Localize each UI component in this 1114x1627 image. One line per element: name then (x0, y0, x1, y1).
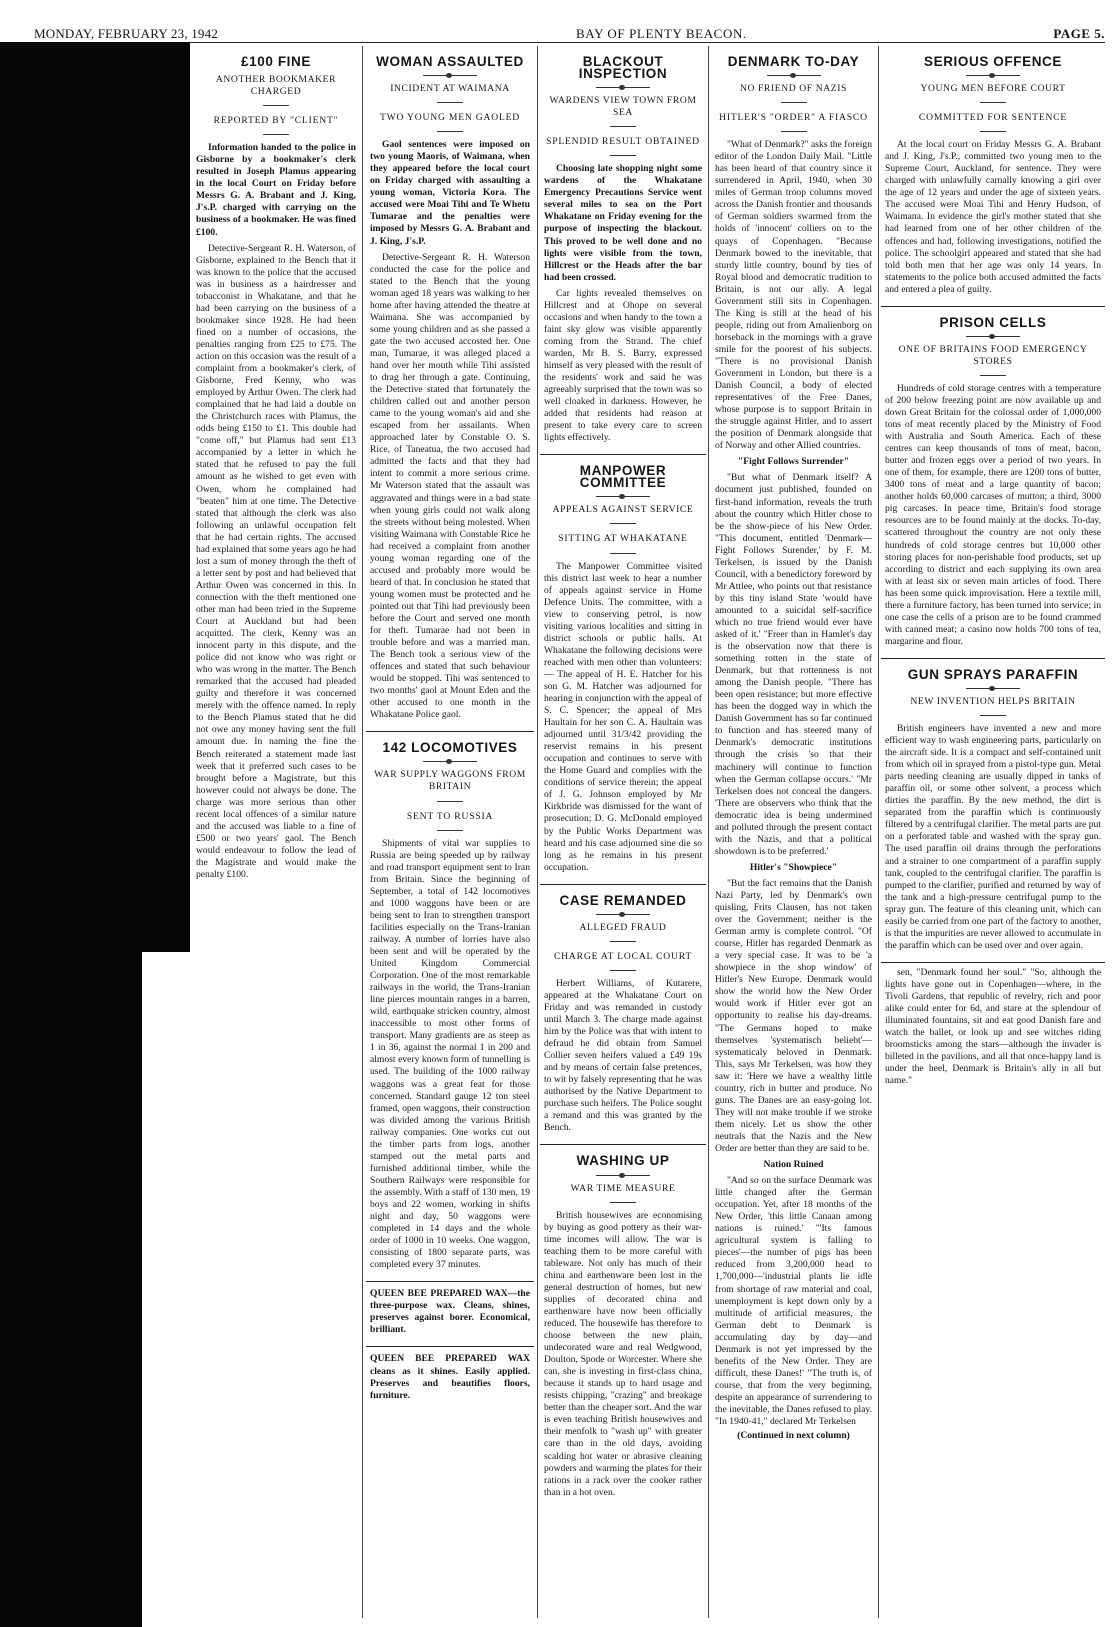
article-body: "What of Denmark?" asks the foreign editor of the London Daily Mail. "Little has been heard of that country since it surrendered in April, 1940, when 30 miles of German troop columns moved across the Danish frontier and thousands of German soldiers swarmed from the holds of 'innocent' colliers on to the quays of Copenhagen. "Because Denmark bowed to the inevitable, that sturdy little country, bound by ties of Royal blood and democratic tradition to Britain, is not our ally. A legal Government still sits in Copenhagen. The King is still at the head of his people, riding out from Amalienborg on horseback in the mornings with a grave smile for the poorest of his subjects. "There is no provisional Danish Government in London, but there is a Danish Council, a body of elected representatives of the Free Danes, whose purpose is to support Britain in the struggle against Hitler, and to assert the position of Denmark alongside that of Norway and other Allied countries. (715, 139, 872, 452)
issue-date: MONDAY, FEBRUARY 23, 1942 (34, 26, 219, 41)
section-rule (540, 454, 706, 455)
divider (966, 336, 1020, 337)
divider (781, 131, 807, 132)
deck: HITLER'S "ORDER" A FIASCO (719, 112, 868, 124)
divider (610, 1202, 636, 1203)
page-number: PAGE 5. (1053, 26, 1105, 41)
section-rule (881, 658, 1105, 659)
deck: SITTING AT WHAKATANE (558, 533, 688, 545)
subheadline: NEW INVENTION HELPS BRITAIN (910, 695, 1076, 707)
subheadline: WAR SUPPLY WAGGONS FROM BRITAIN (374, 769, 526, 793)
divider (596, 914, 650, 915)
divider (980, 102, 1006, 103)
masthead (30, 24, 1105, 43)
article-lead: Choosing late shopping night some wardens of the Whakatane Emergency Precautions Service went several miles to sea on the Port Whakatane on Friday evening for the purpose of inspecting the blackout. This proved to be well done and no lights were visible from the town, Hillcrest or the Heads after the bar had been crossed. (544, 163, 702, 283)
section-rule (881, 306, 1105, 307)
column-rule (362, 46, 363, 1618)
column-1 (192, 46, 360, 956)
headline: WASHING UP (576, 1153, 670, 1169)
crosshead: Hitler's "Showpiece" (749, 861, 838, 873)
divider (263, 105, 289, 106)
article-body: Detective-Sergeant R. H. Waterson conducted the case for the police and stated to the Bench that the young woman aged 18 years was walking to her home after having attended the theatre at Waimana. She was accompanied by some young children and as she passed a gate the two accused accosted her. One man, Tumarae, it was alleged placed a hand over her mouth while Tihi assisted to drag her through a gate. Continuing, the Detective stated that fortunately the children called out and another person came to the young woman's aid and she escaped from her assailants. When approached later by Constable O. S. Rice, of Taneatua, the two accused had admitted the facts and that they had intent to commit a more serious crime. Mr Waterson stated that the assault was aggravated and things were in a bad state when young girls could not walk along the streets without being molested. When visiting Waimana with Constable Rice he had received a complaint from another young woman regarding one of the accused and probably more would be heard of that. In conclusion he stated that young women must be protected and he pointed out that Tihi had previously been before the Court and served one month for theft. Tumarae had not been in trouble before and was a married man. The Bench took a serious view of the offences and stated that such behaviour would be stopped. Tihi was sentenced to two months' gaol at Mount Eden and the other accused to one month in the Whakatane Police gaol. (370, 251, 530, 721)
section-rule (366, 1281, 534, 1282)
divider (781, 102, 807, 103)
deck: CHARGE AT LOCAL COURT (553, 950, 693, 962)
article-body: Hundreds of cold storage centres with a temperature of 200 below freezing point are now available up and down Great Britain for the colossal order of 1,000,000 tons of meat recently placed by the Ministry of Food with Australia and South America. Each of these centres can keep thousands of tons of meat, bacon, butter and frozen eggs over a period of two years. In one of them, for example, there are 1200 tons of butter, 3400 tons of meat and a large quantity of bacon; another holds 60,000 carcases of mutton; a third, 3000 pig carcases. In peace time, Britain's food storage resources are to be found mainly at the docks. To-day, scattered throughout the country are not only these hundreds of cold storage centres but 10,000 other storing places for non-perishable food products, set up according to district and each supplying its own area with at least six or seven main articles of food. There has been some quick improvisation. Here a textile mill, there a furniture factory, has been turned into service; in one case the cells of a prison are to be found crammed with canned meat; a casino now holds 700 tons of tea, margarine and flour. (885, 382, 1101, 647)
subheadline: ONE OF BRITAINS FOOD EMERGENCY STORES (898, 343, 1088, 367)
headline: CASE REMANDED (559, 892, 687, 908)
divider (596, 87, 650, 88)
article-body: Detective-Sergeant R. H. Waterson, of Gisborne, explained to the Bench that it was known to the police that the accused was in business as a hairdresser and tobacconist in Whakatane, and that he had been carrying on the business of a bookmaker since 1928. He had been fined on a number of occasions, the penalties ranging from £25 to £75. The action on this occasion was the result of a complaint from a bookmaker's clerk, of Gisborne, Fred Kenny, who was employed by Arthur Owen. The clerk had complained that he had laid a double on the Christchurch races with Plamus, the odds being £150 to £1. This double had "come off," but Plamus had sent £13 accompanied by a letter in which he stated that he refused to pay the full amount as he wished to get even with Owen, whom he complained had "beaten" him at one time. The Detective stated that although the clerk was also following an unlawful occupation felt that he had certain rights. The accused had explained that some years ago he had lost a sum of money through the theft of a letter sent by post and had believed that Arthur Owen was concerned in this. In connection with the theft mentioned one other man had been tried in the Supreme Court at Auckland but had been acquitted. The clerk, Kenny was an innocent party in this dispute, and the police did not know who was right or who was wrong in the matter. The Bench remarked that the accused had pleaded guilty and therefore it was concerned merely with the offence named. In reply to the Bench Plamus stated that he did not owe any money having sent the full amount due. In naming the fine the Bench reiterated a statement made last week that it preferred such cases to be brought before a Magistrate, but this however could not always be done. The charge was more serious than other recent local offences of a similar nature and the accused was liable to a fine of £500 or two years' gaol. The Bench would endeavour to follow the lead of the Magistrate and would make the penalty £100. (196, 242, 356, 880)
subheadline: ALLEGED FRAUD (579, 921, 667, 933)
advertisement: QUEEN BEE PREPARED WAX—the three-purpose wax. Cleans, shines, preserves against borer. Economical, brilliant. (370, 1288, 530, 1336)
headline: 142 LOCOMOTIVES (382, 740, 518, 756)
deck: TWO YOUNG MEN GAOLED (379, 112, 521, 124)
subheadline: YOUNG MEN BEFORE COURT (920, 83, 1066, 95)
headline: SERIOUS OFFENCE (923, 54, 1062, 69)
article-body: "But what of Denmark itself? A document just published, founded on first-hand information, reveals the truth about the country which Hitler chose to be the show-piece of his New Order. "This document, entitled 'Denmark—Fight Follows Surender,' by F. M. Terkelsen, is issued by the Danish Council, with a benedictory foreword by Mr Attlee, who points out that resistance by this tiny island State 'would have amounted to a suicidal self-sacrifice which no true friend would ever have asked of it.' "Freer than in Hamlet's day is the observation now that there is something rotten in the state of Denmark, but that rottenness is not among the Danish people. "There has been open resistance; but more effective has been the dogged way in which the Danish Government has so far continued to function and has steered many of Denmark's democratic institutions through the crisis 'so that their machinery will continue to function when the German collapse occurs.' "Mr Terkelsen does not conceal the dangers. 'There are observers who think that the democratic idea is being undermined and polluted through the present contact with the Nazis, and that a political showdown is to be preferred.' (715, 472, 872, 857)
divider (437, 830, 463, 831)
column-rule (537, 46, 538, 1618)
subheadline: ANOTHER BOOKMAKER CHARGED (215, 74, 337, 98)
headline: WOMAN ASSAULTED (376, 54, 524, 69)
article-continuation: sen, "Denmark found her soul." "So, although the lights have gone out in Copenhagen—where, in the Tivoli Gardens, that republic of revelry, rich and poor alike could enter for 6d, and stare at the splendour of illuminated fountains, sit and eat good Danish fare and watch the ballet, or look up and see witches riding broomsticks among the stars—although the invader is billeted in the pavilions, and all that once-happy land is under the heel, Denmark is Britain's ally in all but name." (885, 966, 1101, 1087)
column-3 (540, 46, 706, 1618)
article-body: Car lights revealed themselves on Hillcrest and at Ohope on several occasions and when handy to the town a faint sky glow was visible apparently coming from the Strand. The chief warden, Mr B. S. Barry, expressed himself as very pleased with the result of the residents' work and said he was agreeably surprised that the town was so well cloaked in darkness. However, he added that residents had reason at present to take every care to screen lights effectively. (544, 287, 702, 444)
column-5 (881, 46, 1105, 1618)
divider (980, 715, 1006, 716)
article-body: British engineers have invented a new and more efficient way to wash engineering parts, particularly on the aircraft side. It is a compact and self-contained unit from which oil in sprayed from a pistol-type gun. Metal parts needing cleaning are usually dipped in tanks of paraffin oil, or some other solvent, a process which dirties the paraffin. By the new method, the dirt is separated from the paraffin which is continuously filtered by a centrifugal clarifier. The metal parts are put on a perforated table and washed with the spray gun. The used paraffin oil drains through the perforations and a strainer to one compartment of a paraffin supply tank, coupled to the centrifugal clarifier. The paraffin is pumped to the clarifier, purified and returned by way of the tank and a high-pressure centrifugal pump to the spray gun. The feature of this cleaning unit, which can easily be carried from one part of the factory to another, is that the impurities are never allowed to accumulate in the paraffin which can be used over and over again. (885, 723, 1101, 951)
column-rule (708, 46, 709, 1618)
continuation-note: (Continued in next column) (737, 1430, 850, 1442)
column-4 (711, 46, 876, 1618)
divider (437, 102, 463, 103)
headline: MANPOWER COMMITTEE (579, 463, 667, 491)
deck: SENT TO RUSSIA (406, 810, 494, 822)
divider (767, 75, 821, 76)
divider (610, 523, 636, 524)
divider (263, 134, 289, 135)
divider (423, 75, 477, 76)
divider (980, 131, 1006, 132)
divider (966, 688, 1020, 689)
blackout-scan-edge (0, 42, 190, 952)
newspaper-title: BAY OF PLENTY BEACON. (576, 26, 747, 41)
blackout-scan-edge-lower (0, 950, 142, 1627)
divider (596, 1175, 650, 1176)
advertisement: QUEEN BEE PREPARED WAX cleans as it shines. Easily applied. Preserves and beautifies floors, furniture. (370, 1353, 530, 1401)
divider (610, 553, 636, 554)
article-body: At the local court on Friday Messrs G. A. Brabant and J. King, J's.P., committed two young men to the Supreme Court, Auckland, for sentence. They were charged with unlawfully carnally knowing a girl over the age of 12 years and under the age of sixteen years. The accused were Moai Tihi and Henry Hudson, of Waimana. In evidence the girl's mother stated that she had learned from one of her other children of the offences and had, following investigations, notified the police. The schoolgirl appeared and stated that she had told both men that her age was only 14 years. In statements to the police both accused admitted the facts and entered a plea of guilty. (885, 139, 1101, 295)
section-rule (540, 884, 706, 885)
deck: SPLENDID RESULT OBTAINED (546, 136, 700, 148)
article-body: Shipments of vital war supplies to Russia are being speeded up by railway and road transport equipment sent to Iran from Britain. Since the beginning of September, a total of 142 locomotives and 1000 waggons have been or are being sent to Iran to strengthen transport facilities especially on the Trans-Iranian railway. A number of lorries have also been sent and will be operated by the United Kingdom Commercial Corporation. One of the most remarkable railways in the world, the Trans-Iranian line pierces mountain ranges in a barren, wild, earthquake stricken country, almost inaccessible to most other forms of transport. Many gradients are as steep as 1 in 36, against the normal 1 in 200 and almost every known form of tunnelling is used. The building of the 1000 railway waggons was a great feat for those concerned. Standard gauge 12 ton steel framed, open waggons, their construction was divided among the various British railway companies. One works cut out the timber parts from logs, another stamped out the metal parts and furnished additional timber, while the Southern Railways were responsible for the assembly. With a staff of 130 men, 19 boys and 22 women, working in shifts night and day, 50 waggons were completed in 14 days and the whole order of 1000 in 10 weeks. One waggon, consisting of 1800 separate parts, was completed every 37 minutes. (370, 837, 530, 1271)
crosshead: Nation Ruined (763, 1159, 824, 1171)
article-lead: Information handed to the police in Gisborne by a bookmaker's clerk resulted in Joseph Plamus appearing in the local Court on Friday before Messrs G. A. Brabant and J. King, J's.P. charged with carrying on the business of a bookmaker. He was fined £100. (196, 142, 356, 238)
divider (610, 941, 636, 942)
column-2 (366, 46, 534, 1618)
subheadline: INCIDENT AT WAIMANA (390, 83, 510, 95)
subheadline: WARDENS VIEW TOWN FROM SEA (549, 95, 697, 119)
headline: BLACKOUT INSPECTION (578, 54, 668, 82)
article-body: British housewives are economising by buying as good pottery as their war-time incomes will allow. The war is teaching them to be more careful with tableware. Not only has much of their china and earthenware been lost in the general destruction of homes, but new supplies of decorated china and earthenware have now been officially reduced. The housewife has therefore to choose between the new plain, undecorated ware and real Wedgwood, Doulton, Spode or Worcester. Where she can, she is investing in first-class china, because it stands up to hard usage and resists chipping, "crazing" and breakage better than the cheaper sort. And the war is even teaching British housewives and their menfolk to "wash up" with greater care than in the old days, avoiding scalding hot water or abrasive cleaning powders and warming the plates for their rations in a rack over the cooker rather than in a hot oven. (544, 1209, 702, 1498)
deck: COMMITTED FOR SENTENCE (918, 112, 1068, 124)
divider (423, 761, 477, 762)
headline: PRISON CELLS (939, 314, 1047, 330)
crosshead: "Fight Follows Surrender" (737, 456, 850, 468)
divider (980, 375, 1006, 376)
column-rule (878, 46, 879, 1618)
divider (610, 970, 636, 971)
divider (596, 496, 650, 497)
headline: GUN SPRAYS PARAFFIN (907, 666, 1079, 682)
section-rule (366, 1346, 534, 1347)
divider (966, 75, 1020, 76)
section-rule (881, 962, 1105, 963)
subheadline: APPEALS AGAINST SERVICE (552, 504, 694, 516)
subheadline: WAR TIME MEASURE (570, 1182, 676, 1194)
article-lead: Gaol sentences were imposed on two young Maoris, of Waimana, when they appeared before the local court on Friday charged with assaulting a young woman, Victoria Kora. The accused were Moai Tihi and Te Whetu Tumarae and the penalties were imposed by Messrs G. A. Brabant and J. King, J's.P. (370, 139, 530, 247)
headline: DENMARK TO-DAY (727, 54, 860, 69)
divider (437, 131, 463, 132)
article-body: The Manpower Committee visited this district last week to hear a number of appeals against service in Home Defence Units. The committee, with a view to conserving petrol, is now visiting various localities and sitting in district schools or public halls. At Whakatane the following decisions were reached with men other than volunteers:— The appeal of H. E. Hatcher for his son G. M. Hatcher was adjourned for hearing in conjunction with the appeal of S. C. Spencer; the appeal of Mrs Haultain for her son C. A. Haultain was adjourned until 31/3/42 providing the reservist remains in his present occupation and continues to serve with the Home Guard and complies with the conditions of service therein; the appeal of J. G. Johnson employed by Mr Kirkbride was dismissed for the want of prosecution; D. G. McDonald employed by the Public Works Department was heard and his case adjourned sine die so long as he remains in his present occupation. (544, 560, 702, 873)
divider (610, 126, 636, 127)
subheadline: NO FRIEND OF NAZIS (739, 83, 847, 95)
section-rule (540, 1144, 706, 1145)
article-body: "And so on the surface Denmark was little changed after the German occupation. Yet, after 18 months of the New Order, 'this little Canaan among nations is ruined.' "'Its famous agricultural system is falling to pieces'—the number of pigs has been reduced from 3,200,000 head to 1,700,000—'industrial plants lie idle from shortage of raw material and coal, unemployment is kept down only by a multitude of artificial measures, the German debt to Denmark is accumulating day by day—and Denmark is not yet impressed by the benefits of the New Order. They are difficult, these Danes!' "The truth is, of course, that from the very beginning, despite an appearance of surrendering to the inevitable, the Danes refused to play. "In 1940-41," declared Mr Terkelsen (715, 1175, 872, 1428)
article-body: Herbert Williams, of Kutarere, appeared at the Whakatane Court on Friday and was remanded in custody until March 3. The charge made against him by the Police was that with intent to defraud he did obtain from Samuel Collier seven heifers valued a £49 19s and by means of certain false pretences, to wit by falsely representing that he was authorised by the Native Department to purchase such heifers. The Police sought a remand and this was granted by the Bench. (544, 977, 702, 1134)
deck: REPORTED BY "CLIENT" (213, 115, 339, 127)
article-body: "But the fact remains that the Danish Nazi Party, led by Denmark's own quisling, Frits Clausen, has not taken over the Government; neither is the German army is complete control. "Of course, Hitler has regarded Denmark as a very special case. It was to be 'a showpiece in the shop window' of Hitler's New Europe. Denmark would show the world how the New Order would work if Hitler ever got an opportunity to realise his day-dreams. "The Germans hoped to make themselves 'systematisch beliebt'—systematicaly beloved in Denmark. This, says Mr Terkelsen, was how they saw it: 'Here we have a wealthy little country, rich in butter and produce. No guns. The Danes are an easy-going lot. They will not make trouble if we stroke them nicely. Let us show the other neutrals that the Nazis and the New Order are better than they are said to be. (715, 877, 872, 1154)
section-rule (366, 731, 534, 732)
divider (610, 155, 636, 156)
headline: £100 FINE (241, 54, 311, 69)
divider (437, 801, 463, 802)
